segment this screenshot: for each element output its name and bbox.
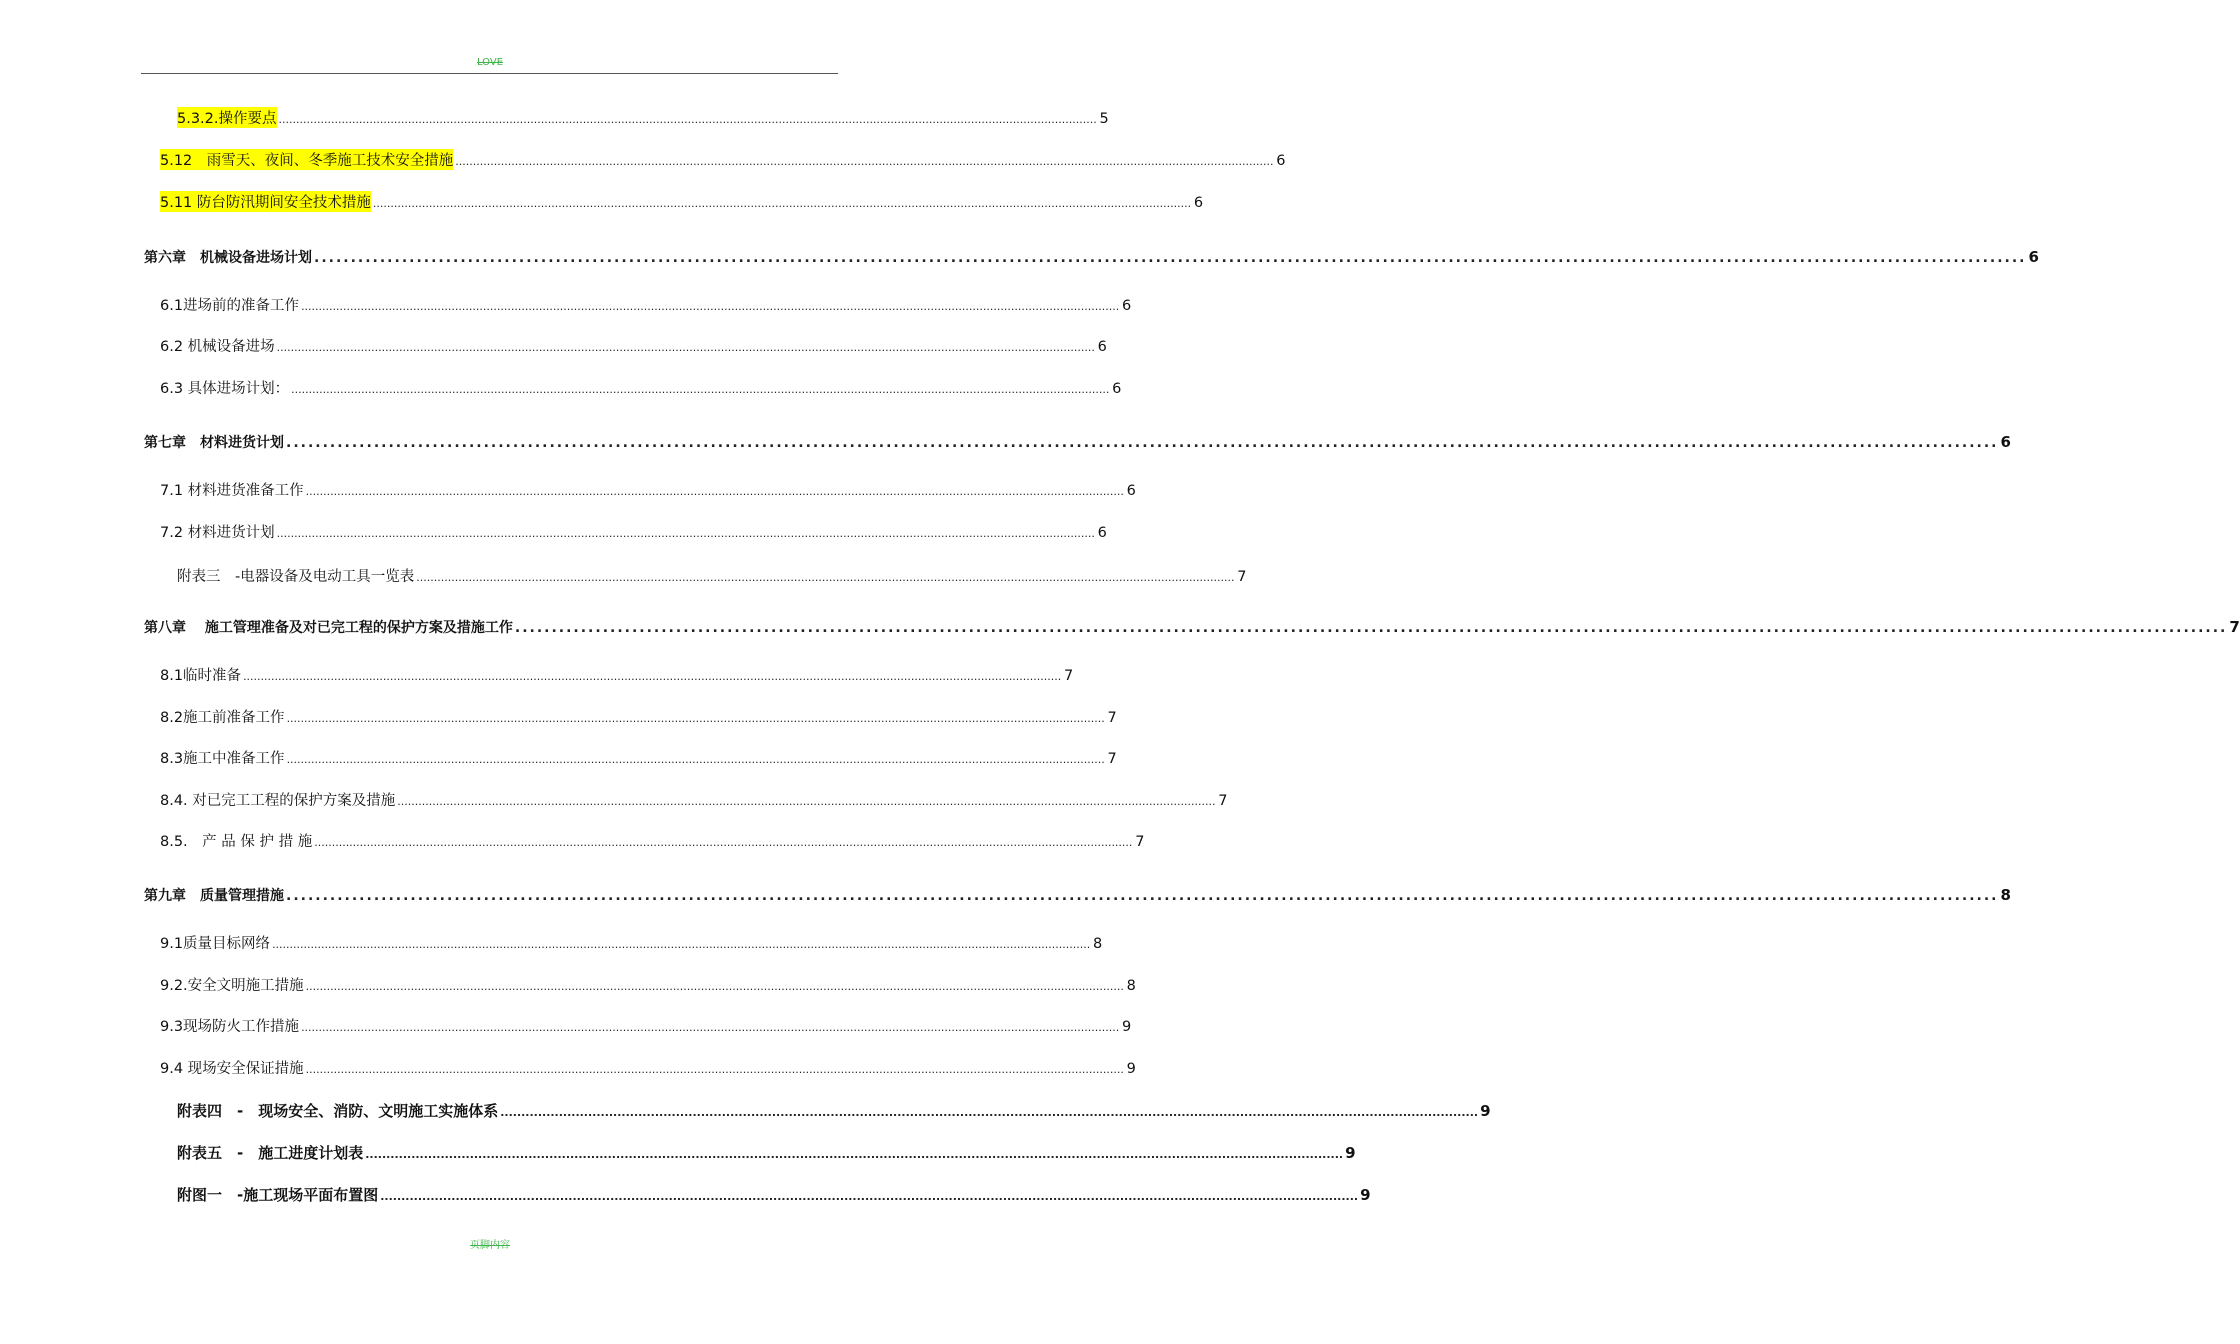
toc-entry[interactable]: [160, 1057, 1136, 1078]
toc-entry[interactable]: [177, 1100, 1491, 1121]
toc-entry-label: 6.3 具体进场计划：: [160, 381, 290, 397]
toc-chapter-label: 第七章 材料进货计划: [144, 435, 284, 451]
toc-chapter-page: 6: [2000, 433, 2011, 451]
toc-entry[interactable]: [160, 974, 1136, 995]
toc-entry-page: 6: [1097, 525, 1107, 541]
toc-entry-label: 附表五 - 施工进度计划表: [177, 1144, 364, 1162]
toc-entry-page: 8: [1093, 936, 1103, 952]
toc-entry-page: 7: [1237, 569, 1247, 585]
toc-entry-leader: ..........................................................................................................................................................................................................................................: [305, 980, 1124, 993]
toc-entry-page: 6: [1126, 483, 1136, 499]
toc-entry[interactable]: [177, 1184, 1371, 1205]
toc-entry-page: 9: [1122, 1019, 1132, 1035]
toc-entry-page: 7: [1107, 710, 1117, 726]
toc-entry-leader: ..........................................................................................................................................................................................................................................: [276, 341, 1095, 354]
toc-chapter-page: 7: [2229, 618, 2240, 636]
toc-entry-label: 9.3现场防火工作措施: [160, 1019, 300, 1035]
toc-chapter-entry[interactable]: [144, 617, 2240, 637]
toc-entry-page: 7: [1107, 751, 1117, 767]
toc-entry-label: 5.3.2.操作要点: [177, 107, 277, 128]
toc-entry-label: 7.1 材料进货准备工作: [160, 483, 304, 499]
toc-entry-leader: ..........................................................................................................................................................................................................................................: [286, 753, 1105, 766]
toc-entry[interactable]: [177, 565, 1247, 586]
toc-entry-leader: ..........................................................................................................................................................................................................................................: [416, 571, 1235, 584]
header-rule: [141, 73, 838, 74]
toc-entry-leader: ..........................................................................................................................................................................................................................................: [305, 1063, 1124, 1076]
toc-chapter-leader: ..........................................................................................................................................................................................................................................: [286, 888, 1999, 904]
toc-entry-leader: ..........................................................................................................................................................................................................................................: [397, 795, 1216, 808]
toc-entry-page: 9: [1345, 1144, 1356, 1162]
toc-entry-leader: ..........................................................................................................................................................................................................................................: [301, 300, 1120, 313]
toc-chapter-leader: ..........................................................................................................................................................................................................................................: [286, 435, 1999, 451]
toc-entry[interactable]: [160, 747, 1117, 768]
toc-entry-page: 9: [1360, 1186, 1371, 1204]
toc-entry-label: 6.2 机械设备进场: [160, 339, 275, 355]
toc-entry-page: 9: [1480, 1102, 1491, 1120]
toc-chapter-label: 第六章 机械设备进场计划: [144, 250, 312, 266]
toc-entry[interactable]: [160, 664, 1074, 685]
toc-entry[interactable]: [160, 149, 1286, 170]
toc-entry-page: 7: [1135, 834, 1145, 850]
toc-entry-page: 6: [1097, 339, 1107, 355]
toc-entry-page: 6: [1276, 153, 1286, 169]
toc-entry-label: 9.1质量目标网络: [160, 936, 271, 952]
page-header-text: LOVE: [476, 57, 504, 68]
toc-entry-leader: ..........................................................................................................................................................................................................................................: [272, 938, 1091, 951]
toc-entry-label: 附图一 -施工现场平面布置图: [177, 1186, 379, 1204]
toc-entry-label: 7.2 材料进货计划: [160, 525, 275, 541]
toc-entry-page: 7: [1218, 793, 1228, 809]
toc-entry-page: 5: [1099, 111, 1109, 127]
toc-entry-leader: ..........................................................................................................................................................................................................................................: [372, 197, 1192, 210]
toc-chapter-page: 6: [2028, 248, 2039, 266]
toc-entry-label: 8.1临时准备: [160, 668, 242, 684]
toc-entry-leader: ..........................................................................................................................................................................................................................................: [365, 1148, 1344, 1161]
toc-entry-page: 9: [1126, 1061, 1136, 1077]
toc-entry-label: 8.5. 产 品 保 护 措 施: [160, 834, 313, 850]
toc-entry[interactable]: [160, 932, 1103, 953]
toc-entry-page: 8: [1126, 978, 1136, 994]
toc-entry-label: 附表四 - 现场安全、消防、文明施工实施体系: [177, 1102, 499, 1120]
toc-entry-label: 6.1进场前的准备工作: [160, 298, 300, 314]
toc-entry-page: 7: [1064, 668, 1074, 684]
toc-chapter-leader: ..........................................................................................................................................................................................................................................: [314, 250, 2027, 266]
toc-entry-leader: ..........................................................................................................................................................................................................................................: [278, 113, 1097, 126]
toc-entry-label: 9.2.安全文明施工措施: [160, 978, 304, 994]
toc-entry-label: 5.12 雨雪天、夜间、冬季施工技术安全措施: [160, 149, 453, 170]
toc-entry[interactable]: [160, 191, 1204, 212]
toc-entry-label: 8.3施工中准备工作: [160, 751, 285, 767]
toc-entry-leader: ..........................................................................................................................................................................................................................................: [314, 836, 1133, 849]
toc-chapter-label: 第九章 质量管理措施: [144, 888, 284, 904]
toc-entry-label: 8.4. 对已完工工程的保护方案及措施: [160, 793, 396, 809]
toc-entry-label: 附表三 -电器设备及电动工具一览表: [177, 569, 415, 585]
toc-entry-leader: ..........................................................................................................................................................................................................................................: [455, 155, 1274, 168]
toc-chapter-entry[interactable]: [144, 885, 2011, 905]
toc-entry-leader: ..........................................................................................................................................................................................................................................: [243, 670, 1062, 683]
toc-entry-leader: ..........................................................................................................................................................................................................................................: [286, 712, 1105, 725]
toc-entry[interactable]: [160, 521, 1107, 542]
toc-entry[interactable]: [177, 1142, 1356, 1163]
toc-entry-label: 9.4 现场安全保证措施: [160, 1061, 304, 1077]
toc-chapter-entry[interactable]: [144, 247, 2039, 267]
toc-entry[interactable]: [160, 789, 1228, 810]
toc-entry[interactable]: [160, 706, 1117, 727]
toc-entry[interactable]: [160, 294, 1132, 315]
toc-chapter-page: 8: [2000, 886, 2011, 904]
toc-entry[interactable]: [160, 1015, 1132, 1036]
toc-entry-page: 6: [1112, 381, 1122, 397]
toc-entry[interactable]: [160, 830, 1145, 851]
toc-entry-page: 6: [1122, 298, 1132, 314]
toc-chapter-entry[interactable]: [144, 432, 2011, 452]
toc-entry-leader: ..........................................................................................................................................................................................................................................: [276, 527, 1095, 540]
toc-entry-leader: ..........................................................................................................................................................................................................................................: [291, 383, 1110, 396]
toc-entry[interactable]: [160, 377, 1122, 398]
toc-entry[interactable]: [160, 335, 1107, 356]
toc-entry-leader: ..........................................................................................................................................................................................................................................: [305, 485, 1124, 498]
toc-chapter-leader: ..........................................................................................................................................................................................................................................: [514, 620, 2228, 636]
toc-entry[interactable]: [177, 107, 1109, 128]
toc-entry-page: 6: [1193, 195, 1204, 211]
page-footer-text: 页脚内容: [470, 1240, 510, 1251]
toc-chapter-label: 第八章 施工管理准备及对已完工程的保护方案及措施工作: [144, 620, 513, 636]
toc-entry-leader: ..........................................................................................................................................................................................................................................: [301, 1021, 1120, 1034]
toc-entry[interactable]: [160, 479, 1136, 500]
toc-entry-leader: ..........................................................................................................................................................................................................................................: [380, 1190, 1359, 1203]
toc-entry-label: 8.2施工前准备工作: [160, 710, 285, 726]
toc-entry-label: 5.11 防台防汛期间安全技术措施: [160, 191, 371, 212]
toc-entry-leader: ..........................................................................................................................................................................................................................................: [500, 1106, 1479, 1119]
